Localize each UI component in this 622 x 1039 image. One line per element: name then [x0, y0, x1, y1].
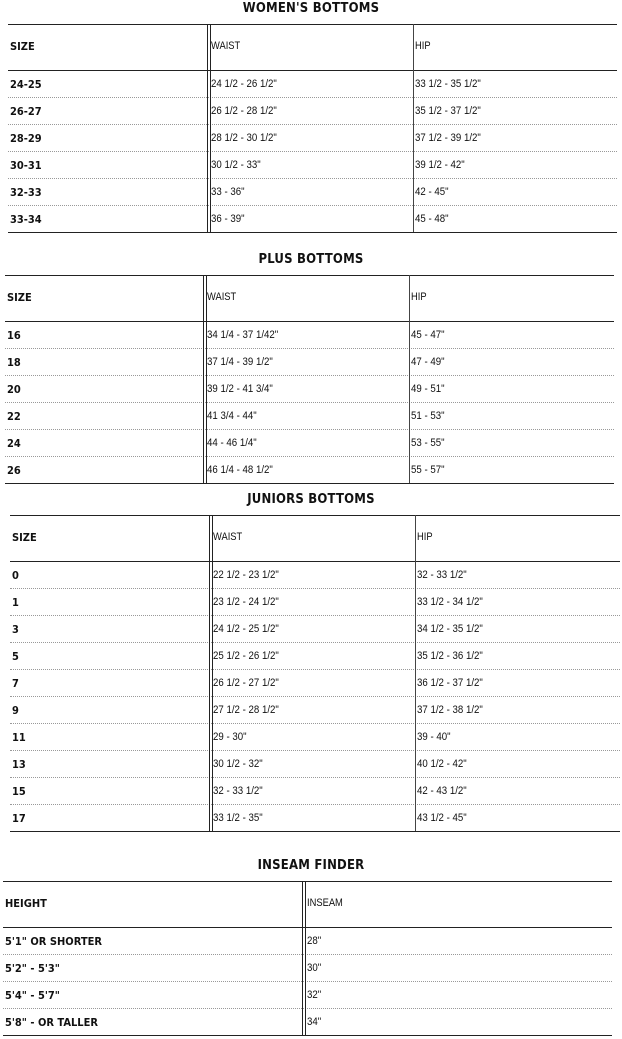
size-cell: 5'2" - 5'3": [5, 962, 60, 975]
waist-cell: 37 1/4 - 39 1/2": [207, 356, 273, 368]
juniors-bottoms-title: JUNIORS BOTTOMS: [247, 492, 375, 507]
column-header-size: SIZE: [10, 40, 35, 53]
column-header-waist: WAIST: [207, 291, 237, 303]
table-top-rule: [5, 275, 614, 276]
size-cell: 32-33: [10, 186, 42, 199]
hip-cell: 40 1/2 - 42": [417, 758, 467, 770]
inseam-cell: 30": [307, 962, 322, 974]
column-divider: [209, 515, 213, 831]
row-rule: [5, 429, 614, 430]
row-rule: [3, 954, 612, 955]
size-cell: 15: [12, 785, 26, 798]
size-cell: 5'1" OR SHORTER: [5, 935, 102, 948]
size-cell: 30-31: [10, 159, 42, 172]
hip-cell: 37 1/2 - 39 1/2": [415, 132, 481, 144]
waist-cell: 34 1/4 - 37 1/42": [207, 329, 279, 341]
header-rule: [3, 927, 612, 928]
hip-cell: 49 - 51": [411, 383, 445, 395]
row-rule: [10, 696, 620, 697]
row-rule: [3, 981, 612, 982]
size-cell: 24-25: [10, 78, 42, 91]
hip-cell: 47 - 49": [411, 356, 445, 368]
size-cell: 13: [12, 758, 26, 771]
row-rule: [5, 375, 614, 376]
womens-bottoms-title: WOMEN'S BOTTOMS: [242, 1, 380, 16]
inseam-cell: 28": [307, 935, 322, 947]
hip-cell: 39 - 40": [417, 731, 451, 743]
size-cell: 20: [7, 383, 21, 396]
hip-cell: 45 - 47": [411, 329, 445, 341]
hip-cell: 42 - 43 1/2": [417, 785, 467, 797]
size-cell: 1: [12, 596, 19, 609]
row-rule: [10, 831, 620, 832]
row-rule: [10, 588, 620, 589]
hip-cell: 51 - 53": [411, 410, 445, 422]
plus-bottoms-title: PLUS BOTTOMS: [258, 252, 364, 267]
waist-cell: 39 1/2 - 41 3/4": [207, 383, 273, 395]
row-rule: [5, 483, 614, 484]
column-divider: [207, 24, 211, 232]
table-top-rule: [3, 881, 612, 882]
row-rule: [3, 1008, 612, 1009]
column-header-waist: WAIST: [211, 40, 241, 52]
row-rule: [10, 804, 620, 805]
hip-cell: 37 1/2 - 38 1/2": [417, 704, 483, 716]
inseam-cell: 32": [307, 989, 322, 1001]
size-cell: 18: [7, 356, 21, 369]
size-cell: 7: [12, 677, 19, 690]
waist-cell: 33 - 36": [211, 186, 245, 198]
table-top-rule: [8, 24, 617, 25]
column-divider: [413, 24, 414, 232]
waist-cell: 29 - 30": [213, 731, 247, 743]
size-cell: 26-27: [10, 105, 42, 118]
hip-cell: 55 - 57": [411, 464, 445, 476]
waist-cell: 27 1/2 - 28 1/2": [213, 704, 279, 716]
hip-cell: 35 1/2 - 36 1/2": [417, 650, 483, 662]
column-header-height: HEIGHT: [5, 897, 47, 910]
waist-cell: 46 1/4 - 48 1/2": [207, 464, 273, 476]
waist-cell: 44 - 46 1/4": [207, 437, 257, 449]
waist-cell: 23 1/2 - 24 1/2": [213, 596, 279, 608]
row-rule: [8, 178, 617, 179]
row-rule: [8, 151, 617, 152]
size-cell: 9: [12, 704, 19, 717]
column-header-hip: HIP: [415, 40, 431, 52]
waist-cell: 26 1/2 - 27 1/2": [213, 677, 279, 689]
column-header-size: SIZE: [7, 291, 32, 304]
waist-cell: 41 3/4 - 44": [207, 410, 257, 422]
column-header-inseam: INSEAM: [307, 897, 343, 909]
size-cell: 26: [7, 464, 21, 477]
row-rule: [10, 642, 620, 643]
column-divider: [302, 881, 306, 1035]
hip-cell: 33 1/2 - 35 1/2": [415, 78, 481, 90]
column-header-hip: HIP: [411, 291, 427, 303]
waist-cell: 33 1/2 - 35": [213, 812, 263, 824]
hip-cell: 43 1/2 - 45": [417, 812, 467, 824]
waist-cell: 28 1/2 - 30 1/2": [211, 132, 277, 144]
column-divider: [409, 275, 410, 483]
waist-cell: 30 1/2 - 33": [211, 159, 261, 171]
row-rule: [10, 615, 620, 616]
size-cell: 11: [12, 731, 26, 744]
hip-cell: 53 - 55": [411, 437, 445, 449]
inseam-cell: 34": [307, 1016, 322, 1028]
size-cell: 22: [7, 410, 21, 423]
header-rule: [5, 321, 614, 322]
hip-cell: 39 1/2 - 42": [415, 159, 465, 171]
waist-cell: 24 1/2 - 25 1/2": [213, 623, 279, 635]
hip-cell: 35 1/2 - 37 1/2": [415, 105, 481, 117]
size-cell: 5: [12, 650, 19, 663]
size-cell: 28-29: [10, 132, 42, 145]
table-top-rule: [10, 515, 620, 516]
column-header-hip: HIP: [417, 531, 433, 543]
hip-cell: 36 1/2 - 37 1/2": [417, 677, 483, 689]
waist-cell: 26 1/2 - 28 1/2": [211, 105, 277, 117]
row-rule: [3, 1035, 612, 1036]
hip-cell: 33 1/2 - 34 1/2": [417, 596, 483, 608]
waist-cell: 22 1/2 - 23 1/2": [213, 569, 279, 581]
row-rule: [10, 750, 620, 751]
waist-cell: 25 1/2 - 26 1/2": [213, 650, 279, 662]
size-cell: 33-34: [10, 213, 42, 226]
row-rule: [10, 669, 620, 670]
row-rule: [8, 124, 617, 125]
column-header-size: SIZE: [12, 531, 37, 544]
size-cell: 0: [12, 569, 19, 582]
column-divider: [415, 515, 416, 831]
row-rule: [8, 232, 617, 233]
size-cell: 3: [12, 623, 19, 636]
size-cell: 5'8" - OR TALLER: [5, 1016, 98, 1029]
waist-cell: 30 1/2 - 32": [213, 758, 263, 770]
row-rule: [5, 348, 614, 349]
column-divider: [203, 275, 207, 483]
waist-cell: 24 1/2 - 26 1/2": [211, 78, 277, 90]
row-rule: [5, 402, 614, 403]
row-rule: [10, 723, 620, 724]
row-rule: [8, 97, 617, 98]
column-header-waist: WAIST: [213, 531, 243, 543]
size-cell: 16: [7, 329, 21, 342]
size-cell: 5'4" - 5'7": [5, 989, 60, 1002]
size-cell: 17: [12, 812, 26, 825]
hip-cell: 34 1/2 - 35 1/2": [417, 623, 483, 635]
row-rule: [10, 777, 620, 778]
row-rule: [5, 456, 614, 457]
header-rule: [10, 561, 620, 562]
hip-cell: 32 - 33 1/2": [417, 569, 467, 581]
waist-cell: 32 - 33 1/2": [213, 785, 263, 797]
row-rule: [8, 205, 617, 206]
hip-cell: 45 - 48": [415, 213, 449, 225]
inseam-finder-title: INSEAM FINDER: [257, 858, 365, 873]
hip-cell: 42 - 45": [415, 186, 449, 198]
header-rule: [8, 70, 617, 71]
size-cell: 24: [7, 437, 21, 450]
waist-cell: 36 - 39": [211, 213, 245, 225]
